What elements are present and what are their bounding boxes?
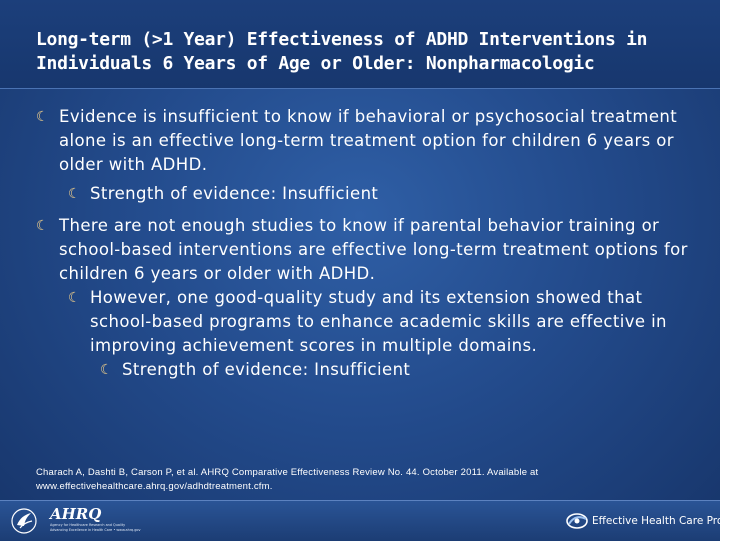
bullet-item (36, 214, 696, 286)
effective-health-care-logo-icon (566, 510, 588, 532)
slide-title: Long-term (>1 Year) Effectiveness of ADHD Interventions in Individuals 6 Years of Age or Older: Nonpharmacologic (36, 29, 648, 74)
bullet-text: However, one good-quality study and its extension showed that school-based programs to enhance academic skills are effective in improving achievement scores in multiple domains. (90, 288, 667, 355)
program-label: Effective Health Care Program (592, 515, 751, 527)
bullet-text: Strength of evidence: Insufficient (122, 360, 411, 379)
sub-sub-bullet-item (100, 358, 680, 382)
bullet-text: Strength of evidence: Insufficient (90, 184, 379, 203)
hhs-eagle-logo-icon (10, 506, 44, 536)
ahrq-tagline-secondary: Advancing Excellence in Health Care • www.ahrq.gov (50, 528, 141, 532)
ahrq-tagline: Agency for Healthcare Research and Quality (50, 523, 126, 527)
title-bar (0, 0, 720, 89)
bullet-text: Evidence is insufficient to know if behavioral or psychosocial treatment alone is an effective long-term treatment option for children 6 years or older with ADHD. (59, 107, 678, 174)
bullet-icon: ☾ (36, 218, 49, 234)
bullet-icon: ☾ (68, 290, 81, 306)
sub-bullet-item (68, 182, 686, 206)
bullet-icon: ☾ (68, 186, 81, 202)
sub-bullet-item (68, 286, 688, 358)
footer-bar (0, 500, 751, 541)
bullet-text: There are not enough studies to know if parental behavior training or school-based interventions are effective long-term treatment options for children 6 years or older with ADHD. (59, 216, 688, 283)
bullet-icon: ☾ (100, 362, 113, 378)
ahrq-wordmark: AHRQ (50, 505, 102, 523)
ahrq-logo (50, 505, 141, 535)
bullet-icon: ☾ (36, 109, 49, 125)
bullet-item (36, 105, 686, 177)
citation: Charach A, Dashti B, Carson P, et al. AHRQ Comparative Effectiveness Review No. 44. October 2011. Available at www.effectivehealthcare.ahrq.gov/adhdtreatment.cfm. (36, 467, 539, 492)
